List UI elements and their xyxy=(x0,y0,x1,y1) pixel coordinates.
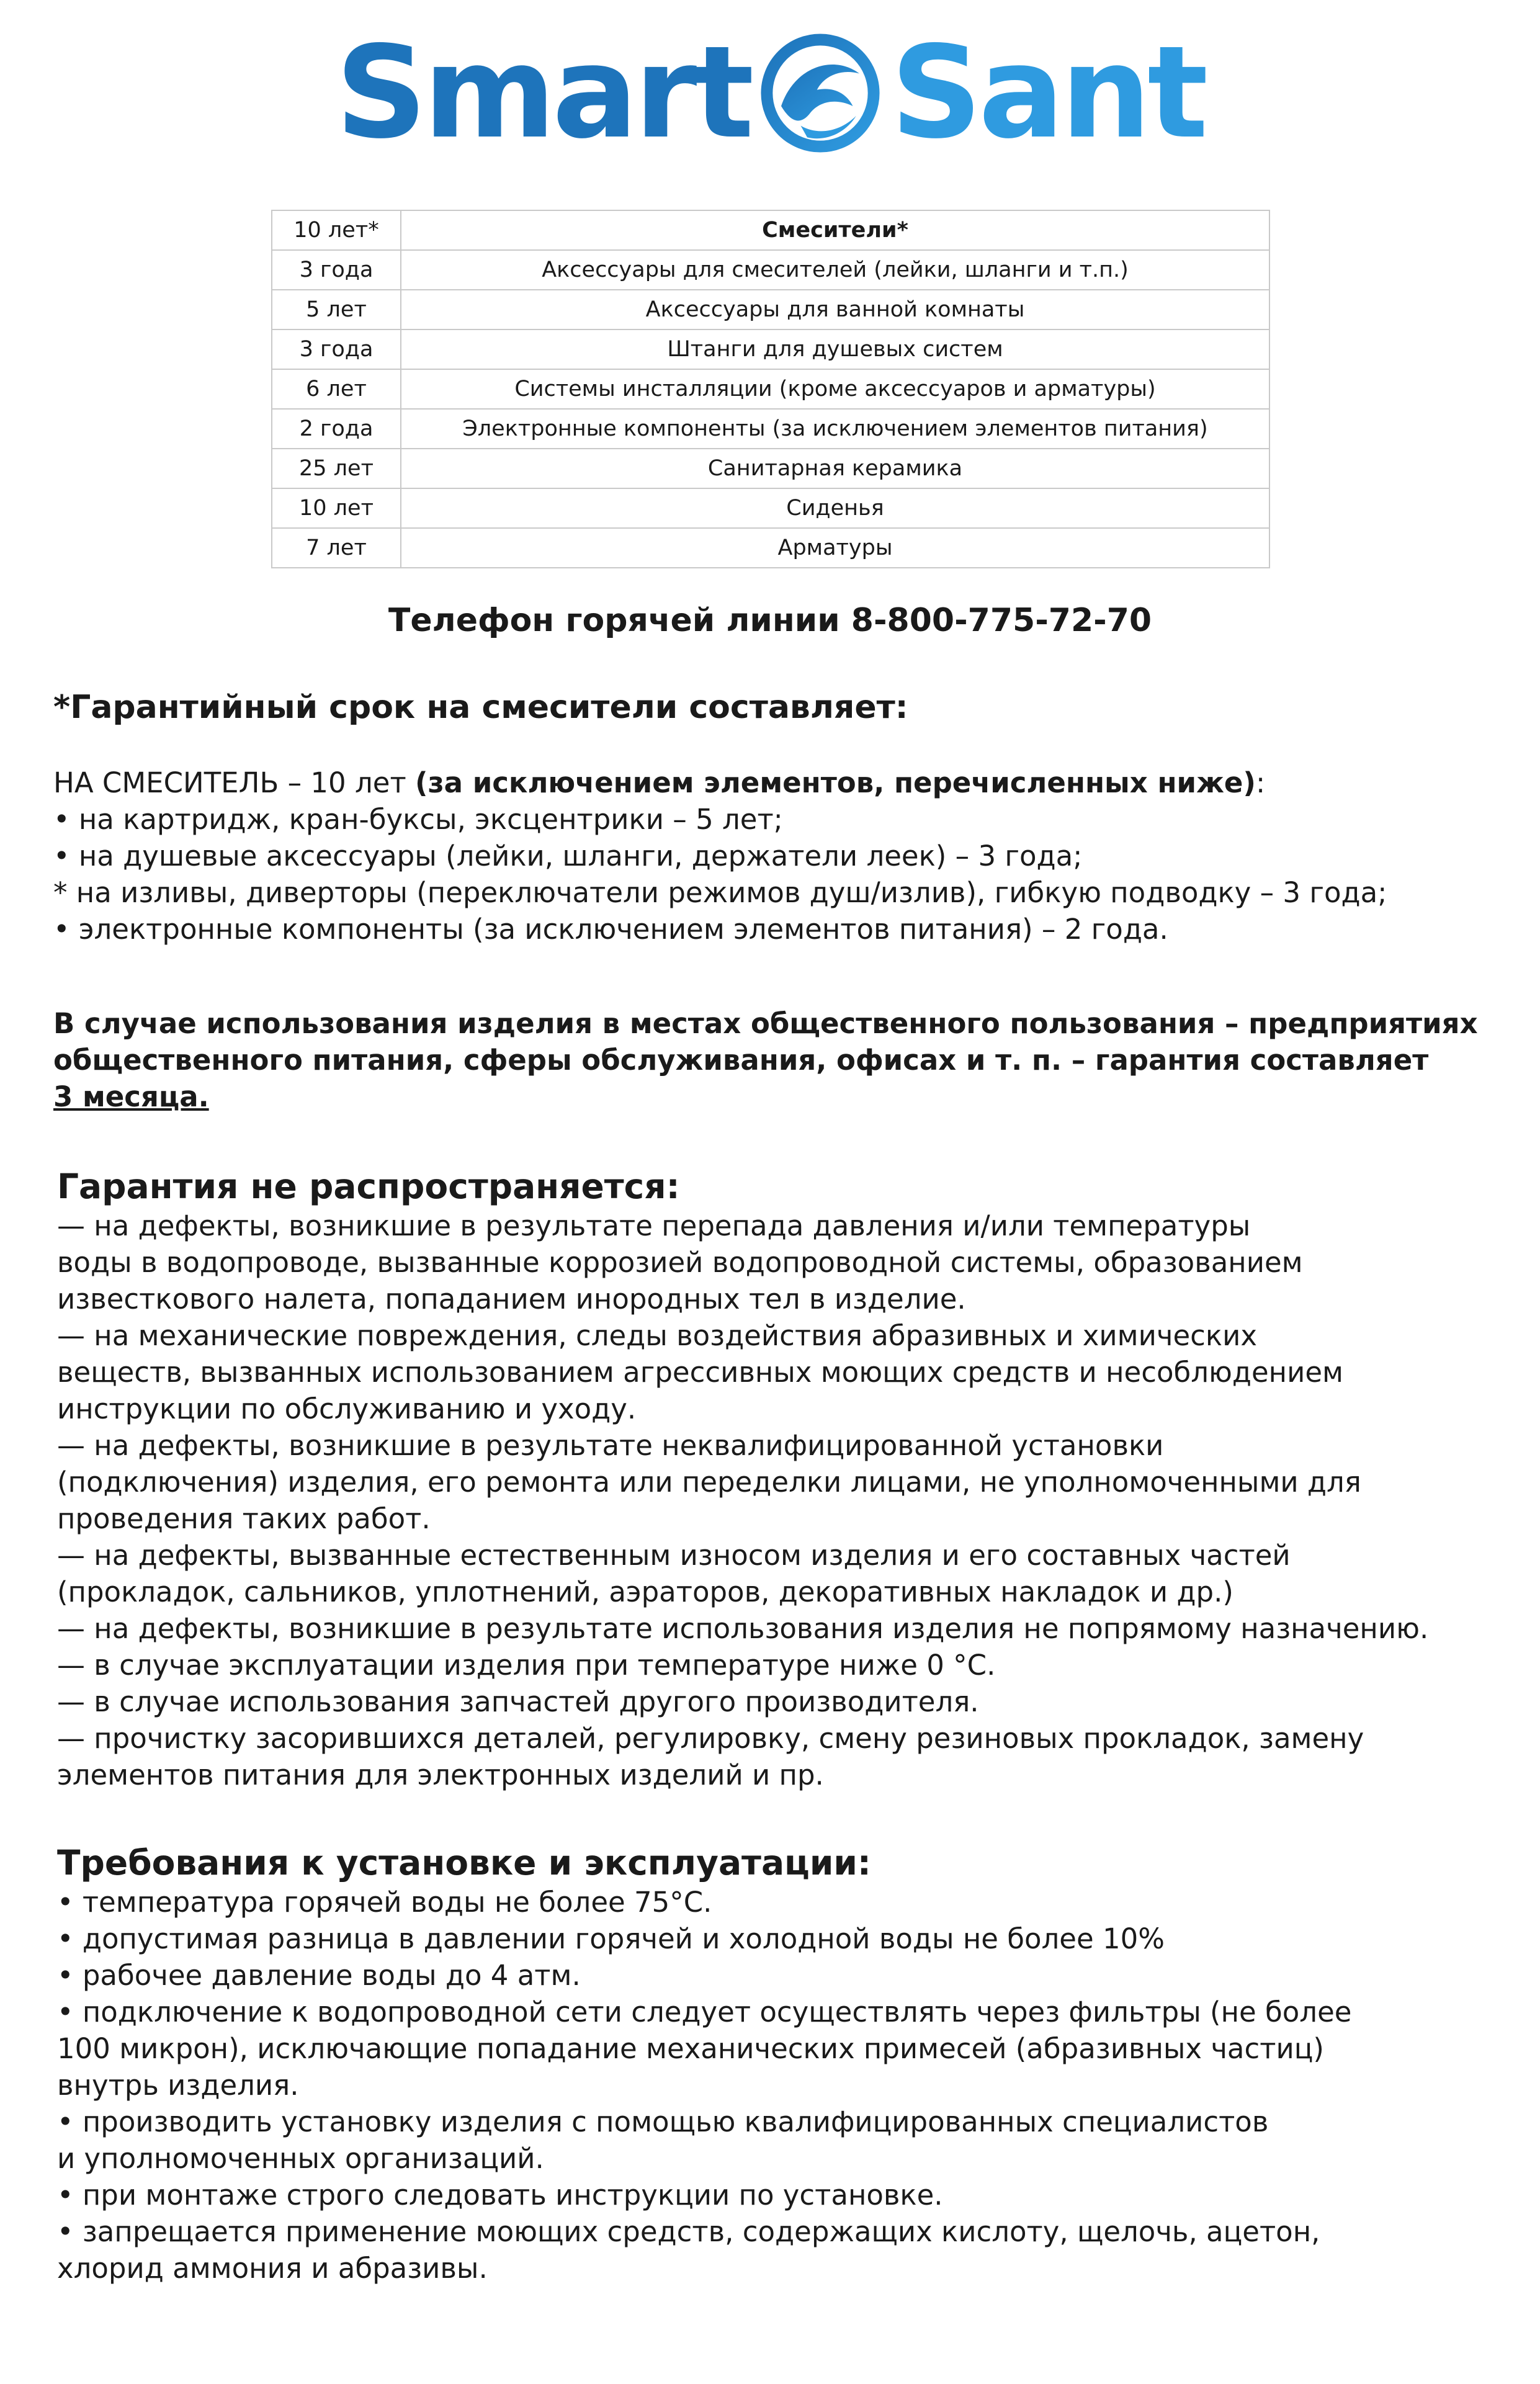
warranty-category-cell: Штанги для душевых систем xyxy=(401,329,1269,369)
table-row xyxy=(272,409,1269,449)
warranty-term-cell: 10 лет xyxy=(272,488,401,528)
list-item: • электронные компоненты (за исключением элементов питания) – 2 года. xyxy=(53,913,1168,946)
brand-logo xyxy=(0,19,1540,168)
warranty-category-cell: Аксессуары для смесителей (лейки, шланги и т.п.) xyxy=(401,250,1269,290)
list-item: (прокладок, сальников, уплотнений, аэраторов, декоративных накладок и др.) xyxy=(57,1575,1233,1608)
logo-word-sant: Sant xyxy=(890,19,1205,167)
table-row xyxy=(272,290,1269,329)
faucet-warranty-heading: *Гарантийный срок на смесители составляет: xyxy=(53,689,908,726)
list-item: инструкции по обслуживанию и уходу. xyxy=(57,1392,637,1425)
dolphin-circle-icon xyxy=(755,28,885,158)
list-item: * на изливы, диверторы (переключатели режимов душ/излив), гибкую подводку – 3 года; xyxy=(53,876,1387,909)
logo-word-smart: Smart xyxy=(335,19,751,167)
public-use-line: В случае использования изделия в местах общественного пользования – предприятиях xyxy=(53,1007,1478,1040)
warranty-term-cell: 10 лет* xyxy=(272,210,401,250)
warranty-term-cell: 7 лет xyxy=(272,528,401,568)
warranty-term-cell: 6 лет xyxy=(272,369,401,409)
list-item: хлорид аммония и абразивы. xyxy=(57,2252,488,2285)
list-item: проведения таких работ. xyxy=(57,1502,431,1535)
warranty-term-cell: 3 года xyxy=(272,329,401,369)
table-row xyxy=(272,329,1269,369)
list-item: — на дефекты, возникшие в результате неквалифицированной установки xyxy=(57,1429,1164,1462)
list-item: (подключения) изделия, его ремонта или переделки лицами, не уполномоченными для xyxy=(57,1466,1361,1499)
table-row xyxy=(272,210,1269,250)
intro-tail: : xyxy=(1255,766,1266,799)
table-row xyxy=(272,369,1269,409)
warranty-category-cell: Санитарная керамика xyxy=(401,449,1269,488)
list-item: воды в водопроводе, вызванные коррозией водопроводной системы, образованием xyxy=(57,1246,1303,1279)
list-item: • при монтаже строго следовать инструкции по установке. xyxy=(57,2179,943,2211)
list-item: — прочистку засорившихся деталей, регулировку, смену резиновых прокладок, замену xyxy=(57,1722,1364,1755)
faucet-warranty-intro xyxy=(53,764,1503,801)
requirements-list xyxy=(57,1884,1503,2287)
faucet-warranty-list xyxy=(53,764,1503,948)
faucet-warranty-section xyxy=(53,689,1503,726)
list-item: — на дефекты, вызванные естественным износом изделия и его составных частей xyxy=(57,1539,1291,1572)
warranty-table xyxy=(271,210,1270,568)
public-use-term: 3 месяца. xyxy=(53,1080,209,1113)
warranty-term-cell: 25 лет xyxy=(272,449,401,488)
warranty-category-cell: Сиденья xyxy=(401,488,1269,528)
requirements-section xyxy=(57,1843,1503,1883)
warranty-category-cell: Системы инсталляции (кроме аксессуаров и арматуры) xyxy=(401,369,1269,409)
hotline-text: Телефон горячей линии 8-800-775-72-70 xyxy=(388,602,1152,639)
exclusions-section xyxy=(57,1167,1503,1206)
list-item: — на дефекты, возникшие в результате перепада давления и/или температуры xyxy=(57,1209,1251,1242)
list-item: • на картридж, кран-буксы, эксцентрики – 5 лет; xyxy=(53,803,783,836)
exclusions-list xyxy=(57,1208,1503,1793)
warranty-term-cell: 5 лет xyxy=(272,290,401,329)
intro-bold: (за исключением элементов, перечисленных ниже) xyxy=(414,766,1256,799)
public-use-notice xyxy=(53,1005,1503,1115)
warranty-term-cell: 2 года xyxy=(272,409,401,449)
table-row xyxy=(272,488,1269,528)
list-item: • подключение к водопроводной сети следует осуществлять через фильтры (не более xyxy=(57,1996,1352,2028)
warranty-category-cell: Смесители* xyxy=(401,210,1269,250)
warranty-term-cell: 3 года xyxy=(272,250,401,290)
list-item: и уполномоченных организаций. xyxy=(57,2142,544,2175)
list-item: внутрь изделия. xyxy=(57,2069,299,2102)
list-item: • запрещается применение моющих средств, содержащих кислоту, щелочь, ацетон, xyxy=(57,2215,1320,2248)
public-use-line: общественного питания, сферы обслуживания, офисах и т. п. – гарантия составляет xyxy=(53,1044,1429,1077)
warranty-category-cell: Аксессуары для ванной комнаты xyxy=(401,290,1269,329)
exclusions-heading: Гарантия не распространяется: xyxy=(57,1167,680,1206)
requirements-heading: Требования к установке и эксплуатации: xyxy=(57,1843,871,1883)
list-item: элементов питания для электронных изделий и пр. xyxy=(57,1759,824,1791)
list-item: • производить установку изделия с помощью квалифицированных специалистов xyxy=(57,2105,1269,2138)
intro-plain: НА СМЕСИТЕЛЬ – 10 лет xyxy=(53,766,415,799)
list-item: • температура горячей воды не более 75°С. xyxy=(57,1886,712,1919)
table-row xyxy=(272,250,1269,290)
list-item: — на механические повреждения, следы воздействия абразивных и химических xyxy=(57,1319,1257,1352)
warranty-category-cell: Арматуры xyxy=(401,528,1269,568)
list-item: • на душевые аксессуары (лейки, шланги, держатели леек) – 3 года; xyxy=(53,840,1083,872)
list-item: известкового налета, попаданием инородных тел в изделие. xyxy=(57,1283,966,1315)
list-item: 100 микрон), исключающие попадание механических примесей (абразивных частиц) xyxy=(57,2032,1324,2065)
list-item: — в случае эксплуатации изделия при температуре ниже 0 °С. xyxy=(57,1649,996,1682)
list-item: — на дефекты, возникшие в результате использования изделия не попрямому назначению. xyxy=(57,1612,1429,1645)
table-row xyxy=(272,449,1269,488)
table-row xyxy=(272,528,1269,568)
list-item: — в случае использования запчастей другого производителя. xyxy=(57,1685,979,1718)
list-item: • допустимая разница в давлении горячей и холодной воды не более 10% xyxy=(57,1922,1165,1955)
list-item: • рабочее давление воды до 4 атм. xyxy=(57,1959,581,1992)
warranty-category-cell: Электронные компоненты (за исключением элементов питания) xyxy=(401,409,1269,449)
list-item: веществ, вызванных использованием агрессивных моющих средств и несоблюдением xyxy=(57,1356,1343,1389)
